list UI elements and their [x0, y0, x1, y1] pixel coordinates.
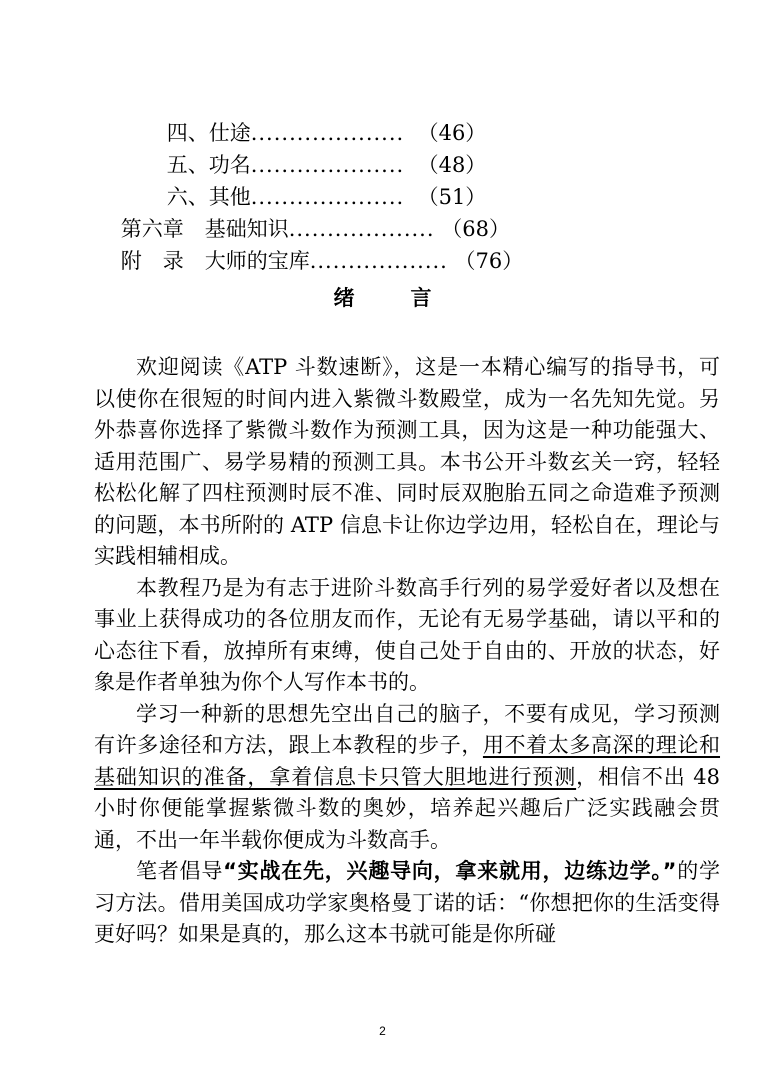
paragraph-4: [94, 856, 720, 951]
toc-leader-dots: ....................: [250, 153, 405, 177]
toc-entry-label: 附 录 大师的宝库: [120, 249, 310, 273]
toc-leader-dots: ..................: [309, 249, 448, 273]
toc-entry-label: 四、仕途: [166, 121, 251, 145]
paragraph-3: [94, 699, 720, 857]
underlined-emphasis: 用不着太多高深的理论和基础知识的准备，拿着信息卡只管大胆地进行预测: [94, 733, 721, 789]
toc-entry-page: （46）: [417, 121, 487, 145]
paragraph-4-text: 笔者倡导: [136, 859, 224, 883]
toc-entry-page: （68）: [441, 217, 510, 241]
paragraph-2: 本教程乃是为有志于进阶斗数高手行列的易学爱好者以及想在事业上获得成功的各位朋友而作，无论有无易学基础，请以平和的心态往下看，放掉所有束缚，使自己处于自由的、开放的状态，好象是作者单独为你个人写作本书的。: [94, 575, 720, 694]
toc-leader-dots: ....................: [250, 121, 405, 145]
toc-entry-page: （51）: [417, 185, 487, 209]
toc-entry-page: （48）: [417, 153, 487, 177]
toc-leader-dots: ....................: [250, 185, 405, 209]
heading-char: 绪: [333, 286, 355, 310]
toc-entry-label: 第六章 基础知识: [120, 217, 289, 241]
paragraph-3-text-end: ，相信不出 48 小时你便能掌握紫微斗数的奥妙，培养起兴趣后广泛实践融会贯通，不出一年半载你便成为斗数高手。: [94, 764, 720, 852]
heading-char: 言: [410, 286, 432, 310]
toc-entry-label: 六、其他: [166, 185, 251, 209]
bold-slogan: “实战在先，兴趣导向，拿来就用，边练边学。”: [223, 859, 677, 883]
paragraph-1: 欢迎阅读《ATP 斗数速断》，这是一本精心编写的指导书，可以使你在很短的时间内进入紫微斗数殿堂，成为一名先知先觉。另外恭喜你选择了紫微斗数作为预测工具，因为这是一种功能强大、适用范围广、易学易精的预测工具。本书公开斗数玄关一窍，轻轻松松化解了四柱预测时辰不准、同时辰双胞胎五同之命造难予预测的问题，本书所附的 ATP 信息卡让你边学边用，轻松自在，理论与实践相辅相成。: [94, 355, 720, 568]
toc-leader-dots: ...................: [288, 217, 435, 241]
paragraph-4-text-end: 的学习方法。借用美国成功学家奥格曼丁诺的话：“你想把你的生活变得更好吗？如果是真的，那么这本书就可能是你所碰: [94, 859, 721, 946]
body-text: [94, 352, 720, 951]
section-heading: [0, 283, 765, 313]
toc-entry-label: 五、功名: [166, 153, 251, 177]
toc-entry-page: （76）: [454, 249, 524, 273]
paragraph-3-text: 学习一种新的思想先空出自己的脑子，不要有成见，学习预测有许多途径和方法，跟上本教程的步子，: [94, 701, 720, 757]
page-number: 2: [379, 1024, 386, 1038]
